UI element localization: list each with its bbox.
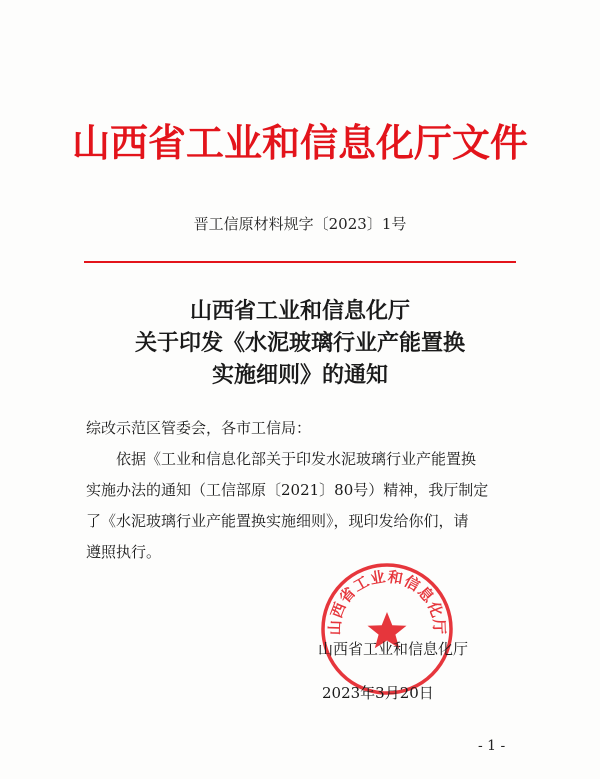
- seal-arc-text: 山西省工业和信息化厅: [325, 567, 449, 636]
- notice-title-line-2: 关于印发《水泥玻璃行业产能置换: [134, 331, 465, 356]
- body-line-2: 实施办法的通知（工信部原〔2021〕80号）精神，我厅制定: [86, 481, 489, 499]
- document-header-title: 山西省工业和信息化厅文件: [71, 121, 528, 165]
- signature-organization: 山西省工业和信息化厅: [318, 640, 469, 658]
- notice-title-line-1: 山西省工业和信息化厅: [189, 299, 410, 324]
- signature-date: 2023年3月20日: [322, 684, 434, 702]
- addressee-line: 综改示范区管委会，各市工信局：: [86, 419, 312, 437]
- notice-title: [0, 296, 600, 392]
- notice-title-line-3: 实施细则》的通知: [211, 363, 388, 388]
- notice-body: [86, 413, 524, 568]
- red-divider-line: [84, 261, 516, 263]
- page-number: - 1 -: [478, 738, 506, 754]
- body-line-4: 遵照执行。: [86, 543, 162, 561]
- body-line-3: 了《水泥玻璃行业产能置换实施细则》，现印发给你们，请: [86, 512, 469, 530]
- body-line-1: 依据《工业和信息化部关于印发水泥玻璃行业产能置换: [116, 450, 477, 468]
- official-seal-stamp: [318, 560, 456, 698]
- document-number: 晋工信原材料规字〔2023〕1号: [193, 215, 407, 233]
